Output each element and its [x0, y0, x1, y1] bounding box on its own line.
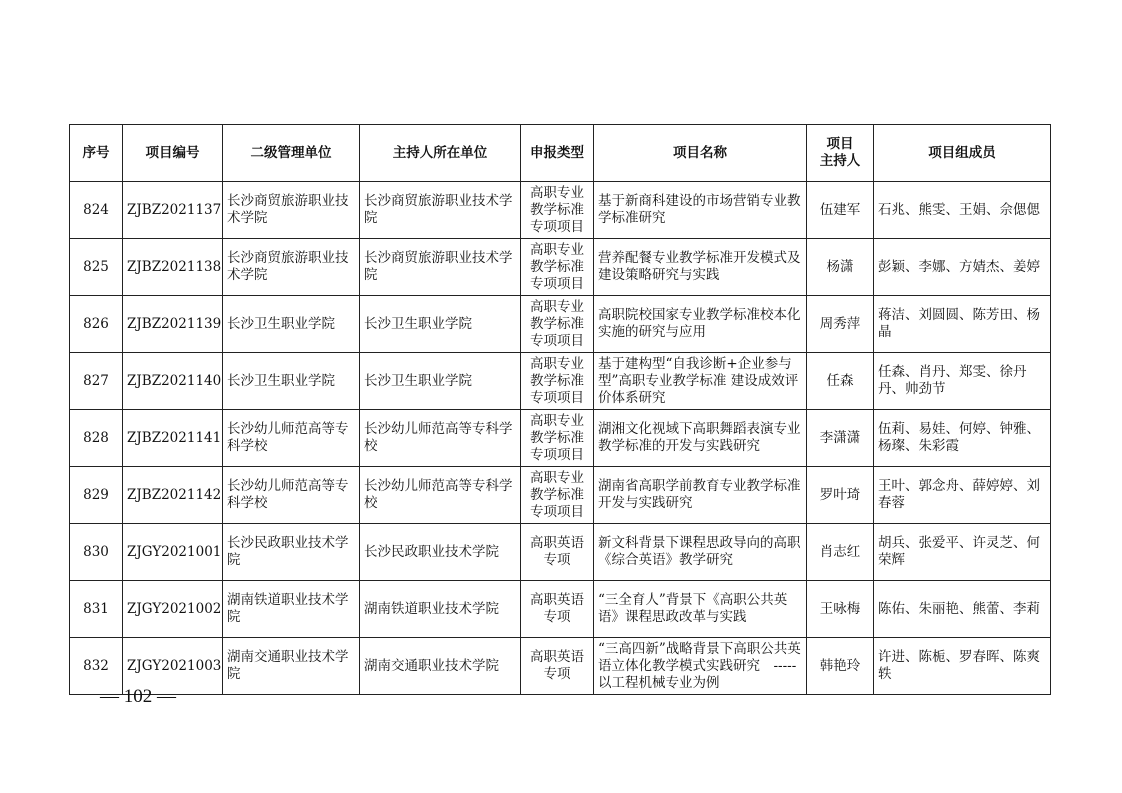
- cell-no: 827: [70, 353, 123, 410]
- cell-leader: 杨潇: [807, 239, 874, 296]
- table-row: [70, 296, 1051, 353]
- cell-members: 石兆、熊雯、王娟、佘偲偲: [874, 182, 1051, 239]
- cell-admin-unit: 长沙民政职业技术学院: [223, 524, 360, 581]
- cell-no: 826: [70, 296, 123, 353]
- cell-type: 高职专业教学标准专项项目: [521, 410, 594, 467]
- cell-no: 828: [70, 410, 123, 467]
- cell-members: 彭颖、李娜、方婧杰、姜婷: [874, 239, 1051, 296]
- cell-no: 831: [70, 581, 123, 638]
- header-no: 序号: [70, 125, 123, 182]
- cell-name: “三全育人”背景下《高职公共英语》课程思政改革与实践: [594, 581, 807, 638]
- cell-members: 任森、肖丹、郑雯、徐丹丹、帅劲节: [874, 353, 1051, 410]
- header-code: 项目编号: [123, 125, 223, 182]
- cell-leader: 王咏梅: [807, 581, 874, 638]
- cell-leader: 罗叶琦: [807, 467, 874, 524]
- header-host-unit: 主持人所在单位: [360, 125, 521, 182]
- cell-members: 蒋洁、刘圆圆、陈芳田、杨晶: [874, 296, 1051, 353]
- cell-code: ZJGY2021001: [123, 524, 223, 581]
- cell-no: 824: [70, 182, 123, 239]
- table-row: [70, 581, 1051, 638]
- cell-type: 高职英语专项: [521, 581, 594, 638]
- cell-code: ZJGY2021002: [123, 581, 223, 638]
- cell-code: ZJGY2021003: [123, 638, 223, 695]
- cell-members: 许进、陈栀、罗春晖、陈爽轶: [874, 638, 1051, 695]
- cell-admin-unit: 长沙商贸旅游职业技术学院: [223, 182, 360, 239]
- project-table-container: [69, 124, 1051, 695]
- cell-leader: 李潇潇: [807, 410, 874, 467]
- cell-code: ZJBZ2021140: [123, 353, 223, 410]
- cell-leader: 周秀萍: [807, 296, 874, 353]
- cell-admin-unit: 长沙卫生职业学院: [223, 296, 360, 353]
- cell-name: 基于新商科建设的市场营销专业教学标准研究: [594, 182, 807, 239]
- cell-admin-unit: 长沙幼儿师范高等专科学校: [223, 410, 360, 467]
- cell-name: 湖南省高职学前教育专业教学标准开发与实践研究: [594, 467, 807, 524]
- cell-members: 王叶、郭念舟、薛婷婷、刘春蓉: [874, 467, 1051, 524]
- cell-no: 832: [70, 638, 123, 695]
- cell-type: 高职专业教学标准专项项目: [521, 467, 594, 524]
- cell-host-unit: 湖南交通职业技术学院: [360, 638, 521, 695]
- header-leader: 项目 主持人: [807, 125, 874, 182]
- cell-host-unit: 湖南铁道职业技术学院: [360, 581, 521, 638]
- cell-code: ZJBZ2021138: [123, 239, 223, 296]
- table-row: [70, 638, 1051, 695]
- cell-no: 825: [70, 239, 123, 296]
- cell-type: 高职英语专项: [521, 638, 594, 695]
- cell-type: 高职专业教学标准专项项目: [521, 353, 594, 410]
- cell-admin-unit: 长沙商贸旅游职业技术学院: [223, 239, 360, 296]
- cell-name: 湖湘文化视域下高职舞蹈表演专业教学标准的开发与实践研究: [594, 410, 807, 467]
- cell-code: ZJBZ2021141: [123, 410, 223, 467]
- cell-admin-unit: 长沙卫生职业学院: [223, 353, 360, 410]
- cell-leader: 肖志红: [807, 524, 874, 581]
- cell-members: 伍莉、易娃、何婷、钟雅、杨璨、朱彩霞: [874, 410, 1051, 467]
- cell-name: 新文科背景下课程思政导向的高职《综合英语》教学研究: [594, 524, 807, 581]
- table-row: [70, 182, 1051, 239]
- header-admin-unit: 二级管理单位: [223, 125, 360, 182]
- cell-type: 高职专业教学标准专项项目: [521, 239, 594, 296]
- cell-leader: 伍建军: [807, 182, 874, 239]
- cell-host-unit: 长沙商贸旅游职业技术学院: [360, 239, 521, 296]
- header-members: 项目组成员: [874, 125, 1051, 182]
- page-number: — 102 —: [100, 686, 176, 707]
- cell-leader: 韩艳玲: [807, 638, 874, 695]
- cell-no: 830: [70, 524, 123, 581]
- project-table: [69, 124, 1051, 695]
- cell-admin-unit: 湖南铁道职业技术学院: [223, 581, 360, 638]
- cell-name: 基于建构型“自我诊断+企业参与型”高职专业教学标准 建设成效评价体系研究: [594, 353, 807, 410]
- cell-no: 829: [70, 467, 123, 524]
- cell-name: 营养配餐专业教学标准开发模式及建设策略研究与实践: [594, 239, 807, 296]
- cell-admin-unit: 长沙幼儿师范高等专科学校: [223, 467, 360, 524]
- cell-host-unit: 长沙民政职业技术学院: [360, 524, 521, 581]
- cell-name: 高职院校国家专业教学标准校本化实施的研究与应用: [594, 296, 807, 353]
- table-row: [70, 467, 1051, 524]
- cell-code: ZJBZ2021142: [123, 467, 223, 524]
- cell-leader: 任森: [807, 353, 874, 410]
- cell-name: “三高四新”战略背景下高职公共英语立体化教学模式实践研究 -----以工程机械专业为例: [594, 638, 807, 695]
- cell-host-unit: 长沙商贸旅游职业技术学院: [360, 182, 521, 239]
- cell-host-unit: 长沙卫生职业学院: [360, 353, 521, 410]
- header-name: 项目名称: [594, 125, 807, 182]
- cell-admin-unit: 湖南交通职业技术学院: [223, 638, 360, 695]
- table-header-row: [70, 125, 1051, 182]
- cell-host-unit: 长沙幼儿师范高等专科学校: [360, 410, 521, 467]
- cell-host-unit: 长沙卫生职业学院: [360, 296, 521, 353]
- cell-code: ZJBZ2021139: [123, 296, 223, 353]
- cell-type: 高职专业教学标准专项项目: [521, 182, 594, 239]
- table-row: [70, 410, 1051, 467]
- cell-code: ZJBZ2021137: [123, 182, 223, 239]
- table-row: [70, 353, 1051, 410]
- header-type: 申报类型: [521, 125, 594, 182]
- cell-type: 高职英语专项: [521, 524, 594, 581]
- cell-host-unit: 长沙幼儿师范高等专科学校: [360, 467, 521, 524]
- cell-members: 胡兵、张爱平、许灵芝、何荣辉: [874, 524, 1051, 581]
- cell-type: 高职专业教学标准专项项目: [521, 296, 594, 353]
- cell-members: 陈佑、朱丽艳、熊蕾、李莉: [874, 581, 1051, 638]
- table-row: [70, 524, 1051, 581]
- table-row: [70, 239, 1051, 296]
